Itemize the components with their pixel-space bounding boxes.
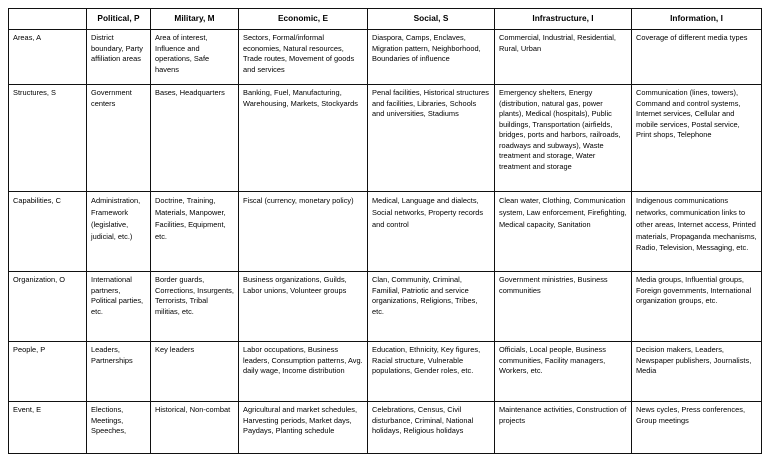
- cell-structures-political: Government centers: [87, 85, 151, 192]
- row-header-capabilities: Capabilities, C: [9, 192, 87, 272]
- cell-event-social: Celebrations, Census, Civil disturbance, Criminal, National holidays, Religious holidays: [368, 402, 495, 454]
- cell-event-economic: Agricultural and market schedules, Harvesting periods, Market days, Paydays, Planting schedule: [239, 402, 368, 454]
- cell-organization-infrastructure: Government ministries, Business communities: [495, 272, 632, 342]
- cell-areas-infrastructure: Commercial, Industrial, Residential, Rural, Urban: [495, 30, 632, 85]
- cell-structures-military: Bases, Headquarters: [151, 85, 239, 192]
- column-header-social: Social, S: [368, 9, 495, 30]
- header-row: [9, 9, 762, 30]
- row-header-structures: Structures, S: [9, 85, 87, 192]
- cell-areas-social: Diaspora, Camps, Enclaves, Migration pattern, Neighborhood, Boundaries of influence: [368, 30, 495, 85]
- cell-capabilities-political: Administration, Framework (legislative, judicial, etc.): [87, 192, 151, 272]
- table-row: [9, 402, 762, 454]
- table-body: [9, 30, 762, 454]
- cell-structures-infrastructure: Emergency shelters, Energy (distribution, natural gas, power plants), Medical (hospitals), Public buildings, Transportation (airfields, bridges, ports and harbors, railroads, roadways and subways), Waste treatment and storage, Water treatment and storage: [495, 85, 632, 192]
- cell-capabilities-social: Medical, Language and dialects, Social networks, Property records and control: [368, 192, 495, 272]
- cell-organization-information: Media groups, Influential groups, Foreign governments, International organization groups, etc.: [632, 272, 762, 342]
- cell-structures-information: Communication (lines, towers), Command and control systems, Internet services, Cellular and mobile services, Postal service, Print shops, Telephone: [632, 85, 762, 192]
- row-header-areas: Areas, A: [9, 30, 87, 85]
- row-header-organization: Organization, O: [9, 272, 87, 342]
- ascope-pmesii-matrix-container: [8, 8, 761, 454]
- table-header: [9, 9, 762, 30]
- cell-capabilities-infrastructure: Clean water, Clothing, Communication system, Law enforcement, Firefighting, Medical capacity, Sanitation: [495, 192, 632, 272]
- table-row: [9, 272, 762, 342]
- cell-people-political: Leaders, Partnerships: [87, 342, 151, 402]
- cell-areas-information: Coverage of different media types: [632, 30, 762, 85]
- column-header-economic: Economic, E: [239, 9, 368, 30]
- cell-event-military: Historical, Non-combat: [151, 402, 239, 454]
- table-row: [9, 30, 762, 85]
- ascope-pmesii-matrix: [8, 8, 762, 454]
- column-header-information: Information, I: [632, 9, 762, 30]
- cell-event-infrastructure: Maintenance activities, Construction of projects: [495, 402, 632, 454]
- column-header-infrastructure: Infrastructure, I: [495, 9, 632, 30]
- table-row: [9, 342, 762, 402]
- cell-event-political: Elections, Meetings, Speeches,: [87, 402, 151, 454]
- cell-organization-political: International partners, Political parties, etc.: [87, 272, 151, 342]
- cell-structures-social: Penal facilities, Historical structures and facilities, Libraries, Schools and universities, Stadiums: [368, 85, 495, 192]
- cell-people-economic: Labor occupations, Business leaders, Consumption patterns, Avg. daily wage, Income distribution: [239, 342, 368, 402]
- cell-people-information: Decision makers, Leaders, Newspaper publishers, Journalists, Media: [632, 342, 762, 402]
- table-row: [9, 85, 762, 192]
- cell-capabilities-information: Indigenous communications networks, communication links to other areas, Internet access, Printed materials, Propaganda mechanisms, Radio, Television, Messaging, etc.: [632, 192, 762, 272]
- cell-people-military: Key leaders: [151, 342, 239, 402]
- corner-cell: [9, 9, 87, 30]
- cell-organization-economic: Business organizations, Guilds, Labor unions, Volunteer groups: [239, 272, 368, 342]
- cell-people-social: Education, Ethnicity, Key figures, Racial structure, Vulnerable populations, Gender roles, etc.: [368, 342, 495, 402]
- column-header-political: Political, P: [87, 9, 151, 30]
- cell-areas-economic: Sectors, Formal/informal economies, Natural resources, Trade routes, Movement of goods and services: [239, 30, 368, 85]
- column-header-military: Military, M: [151, 9, 239, 30]
- cell-capabilities-economic: Fiscal (currency, monetary policy): [239, 192, 368, 272]
- cell-organization-military: Border guards, Corrections, Insurgents, Terrorists, Tribal militias, etc.: [151, 272, 239, 342]
- cell-people-infrastructure: Officials, Local people, Business communities, Facility managers, Workers, etc.: [495, 342, 632, 402]
- row-header-people: People, P: [9, 342, 87, 402]
- cell-event-information: News cycles, Press conferences, Group meetings: [632, 402, 762, 454]
- row-header-event: Event, E: [9, 402, 87, 454]
- cell-areas-political: District boundary, Party affiliation areas: [87, 30, 151, 85]
- cell-structures-economic: Banking, Fuel, Manufacturing, Warehousing, Markets, Stockyards: [239, 85, 368, 192]
- table-row: [9, 192, 762, 272]
- cell-areas-military: Area of interest, Influence and operations, Safe havens: [151, 30, 239, 85]
- cell-capabilities-military: Doctrine, Training, Materials, Manpower, Facilities, Equipment, etc.: [151, 192, 239, 272]
- cell-organization-social: Clan, Community, Criminal, Familial, Patriotic and service organizations, Religions, Tribes, etc.: [368, 272, 495, 342]
